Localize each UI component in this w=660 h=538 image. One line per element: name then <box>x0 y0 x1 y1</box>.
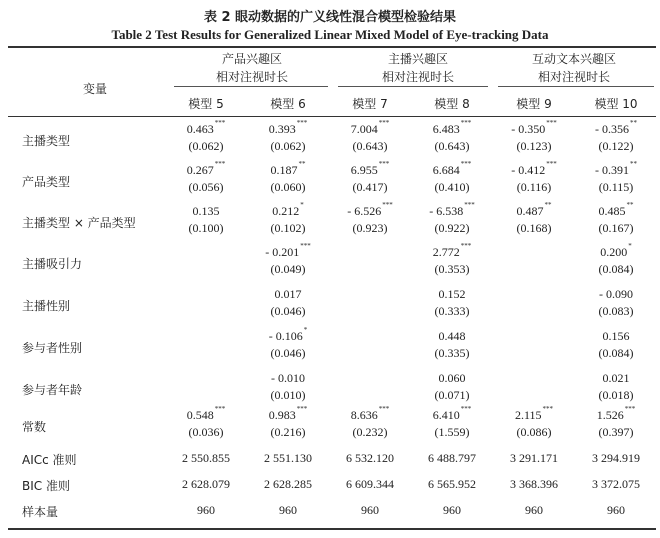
standard-error: (0.216) <box>270 425 306 439</box>
coefficient-value: 0.267*** <box>186 160 226 177</box>
coefficient-value: 6.483*** <box>432 119 472 136</box>
standard-error: (0.643) <box>352 139 388 153</box>
significance-stars: *** <box>382 201 393 209</box>
standard-error: (0.333) <box>434 304 470 318</box>
coefficient-value: 6.410*** <box>432 405 472 422</box>
stat-value: 960 <box>443 503 461 517</box>
significance-stars: *** <box>460 242 472 250</box>
coefficient-value: 0.152 <box>438 287 466 301</box>
standard-error: (0.071) <box>434 388 470 402</box>
standard-error: (0.062) <box>270 139 306 153</box>
group-underline-anchor <box>338 86 488 87</box>
coefficient-value: 0.393*** <box>268 119 308 136</box>
top-rule <box>8 46 656 48</box>
significance-stars: ** <box>544 201 552 209</box>
significance-stars: ** <box>630 119 637 127</box>
model-header: 模型 8 <box>434 97 470 111</box>
stat-value: 960 <box>607 503 625 517</box>
standard-error: (0.116) <box>516 180 552 194</box>
coefficient-value: 0.156 <box>602 329 630 343</box>
standard-error: (0.049) <box>270 262 306 276</box>
row-label: 主播性别 <box>22 299 71 313</box>
significance-stars: ** <box>626 201 634 209</box>
coefficient-value: 0.463*** <box>186 119 226 136</box>
coefficient-value: - 0.350*** <box>511 119 557 136</box>
group-header-product-line1: 产品兴趣区 <box>221 52 282 66</box>
coefficient-value: 0.485** <box>598 201 634 218</box>
coefficient-value: - 0.010 <box>271 371 305 385</box>
standard-error: (0.123) <box>516 139 552 153</box>
standard-error: (0.036) <box>188 425 224 439</box>
standard-error: (0.397) <box>598 425 634 439</box>
coefficient-value: - 0.090 <box>599 287 633 301</box>
stat-value: 960 <box>197 503 215 517</box>
model-header: 模型 7 <box>352 97 388 111</box>
row-label: 常数 <box>22 420 47 434</box>
significance-stars: *** <box>300 242 311 250</box>
coefficient-value: 0.448 <box>438 329 466 343</box>
significance-stars: *** <box>378 160 390 168</box>
standard-error: (0.167) <box>598 221 634 235</box>
model-header: 模型 10 <box>594 97 638 111</box>
standard-error: (0.010) <box>270 388 306 402</box>
significance-stars: ** <box>298 160 306 168</box>
significance-stars: ** <box>630 160 637 168</box>
standard-error: (0.232) <box>352 425 388 439</box>
standard-error: (0.335) <box>434 346 470 360</box>
row-label: 参与者年龄 <box>22 383 83 397</box>
stat-value: 6 488.797 <box>428 451 476 465</box>
coefficient-value: - 6.526*** <box>347 201 393 218</box>
significance-stars: *** <box>464 201 475 209</box>
stat-value: 3 372.075 <box>592 477 640 491</box>
row-label: 主播吸引力 <box>22 257 83 271</box>
stat-value: 3 291.171 <box>510 451 558 465</box>
standard-error: (0.060) <box>270 180 306 194</box>
stat-value: 6 532.120 <box>346 451 394 465</box>
significance-stars: *** <box>214 405 226 413</box>
table-title-en: Table 2 Test Results for Generalized Linear Mixed Model of Eye-tracking Data <box>111 27 549 42</box>
standard-error: (0.410) <box>434 180 470 194</box>
coefficient-value: 0.212* <box>272 201 304 218</box>
group-header-anchor-line2: 相对注视时长 <box>381 70 454 84</box>
coefficient-value: - 0.106* <box>268 326 308 343</box>
standard-error: (0.056) <box>188 180 224 194</box>
row-label: 参与者性别 <box>22 341 83 355</box>
significance-stars: *** <box>624 405 636 413</box>
standard-error: (0.046) <box>270 304 306 318</box>
significance-stars: *** <box>296 119 308 127</box>
standard-error: (0.922) <box>434 221 470 235</box>
standard-error: (0.083) <box>598 304 634 318</box>
stat-value: 2 550.855 <box>182 451 230 465</box>
group-header-text-line2: 相对注视时长 <box>537 70 610 84</box>
stat-value: 3 294.919 <box>592 451 640 465</box>
coefficient-value: 0.187** <box>270 160 306 177</box>
standard-error: (0.122) <box>598 139 634 153</box>
significance-stars: *** <box>296 405 308 413</box>
stat-value: 2 628.079 <box>182 477 230 491</box>
significance-stars: *** <box>546 160 557 168</box>
standard-error: (0.923) <box>352 221 388 235</box>
significance-stars: * <box>300 201 304 209</box>
model-header: 模型 9 <box>516 97 552 111</box>
significance-stars: *** <box>460 405 472 413</box>
significance-stars: *** <box>542 405 554 413</box>
stat-value: 6 609.344 <box>346 477 394 491</box>
standard-error: (0.115) <box>598 180 634 194</box>
standard-error: (0.018) <box>598 388 634 402</box>
coefficient-value: 0.983*** <box>268 405 308 422</box>
stat-label: BIC 准则 <box>22 479 70 493</box>
coefficient-value: 8.636*** <box>350 405 390 422</box>
coefficient-value: 1.526*** <box>596 405 636 422</box>
coefficient-value: - 0.201*** <box>265 242 311 259</box>
standard-error: (0.102) <box>270 221 306 235</box>
stat-value: 6 565.952 <box>428 477 476 491</box>
coefficient-value: 0.135 <box>192 204 220 218</box>
standard-error: (0.046) <box>270 346 306 360</box>
standard-error: (0.643) <box>434 139 470 153</box>
stat-value: 3 368.396 <box>510 477 558 491</box>
stat-value: 960 <box>525 503 543 517</box>
significance-stars: *** <box>546 119 557 127</box>
model-header: 模型 6 <box>270 97 306 111</box>
table-title-cn: 表 2 眼动数据的广义线性混合模型检验结果 <box>203 10 457 25</box>
standard-error: (0.353) <box>434 262 470 276</box>
coefficient-value: 6.955*** <box>350 160 390 177</box>
coefficient-value: 0.548*** <box>186 405 226 422</box>
row-label: 主播类型 × 产品类型 <box>22 216 136 230</box>
significance-stars: *** <box>460 160 472 168</box>
coefficient-value: - 6.538*** <box>429 201 475 218</box>
coefficient-value: - 0.412*** <box>511 160 557 177</box>
group-underline-product <box>174 86 328 87</box>
significance-stars: *** <box>214 119 226 127</box>
coefficient-value: 0.060 <box>438 371 466 385</box>
header-rule <box>8 116 656 117</box>
row-label: 主播类型 <box>22 134 71 148</box>
significance-stars: * <box>303 326 308 334</box>
row-label: 产品类型 <box>22 175 71 189</box>
group-header-product-line2: 相对注视时长 <box>215 70 288 84</box>
standard-error: (0.062) <box>188 139 224 153</box>
stat-value: 2 628.285 <box>264 477 312 491</box>
standard-error: (0.086) <box>516 425 552 439</box>
coefficient-value: 2.772*** <box>432 242 472 259</box>
coefficient-value: 0.487** <box>516 201 552 218</box>
group-underline-text <box>498 86 654 87</box>
stat-value: 960 <box>361 503 379 517</box>
header-variable: 变量 <box>82 82 107 96</box>
significance-stars: * <box>628 242 632 250</box>
standard-error: (0.417) <box>352 180 388 194</box>
group-header-anchor-line1: 主播兴趣区 <box>387 52 448 66</box>
coefficient-value: 0.200* <box>600 242 632 259</box>
significance-stars: *** <box>214 160 226 168</box>
coefficient-value: 6.684*** <box>432 160 472 177</box>
coefficient-value: 0.021 <box>602 371 630 385</box>
stat-value: 2 551.130 <box>264 451 312 465</box>
standard-error: (0.168) <box>516 221 552 235</box>
stat-label: 样本量 <box>22 505 59 519</box>
coefficient-value: - 0.356** <box>595 119 637 136</box>
group-header-text-line1: 互动文本兴趣区 <box>531 52 616 66</box>
model-header: 模型 5 <box>188 97 224 111</box>
standard-error: (1.559) <box>434 425 470 439</box>
coefficient-value: 2.115*** <box>514 405 554 422</box>
coefficient-value: 0.017 <box>274 287 302 301</box>
standard-error: (0.084) <box>598 346 634 360</box>
bottom-rule <box>8 528 656 530</box>
standard-error: (0.084) <box>598 262 634 276</box>
coefficient-value: 7.004*** <box>350 119 390 136</box>
significance-stars: *** <box>378 119 390 127</box>
significance-stars: *** <box>378 405 390 413</box>
stat-label: AICc 准则 <box>22 453 77 467</box>
stat-value: 960 <box>279 503 297 517</box>
significance-stars: *** <box>460 119 472 127</box>
coefficient-value: - 0.391** <box>595 160 637 177</box>
standard-error: (0.100) <box>188 221 224 235</box>
